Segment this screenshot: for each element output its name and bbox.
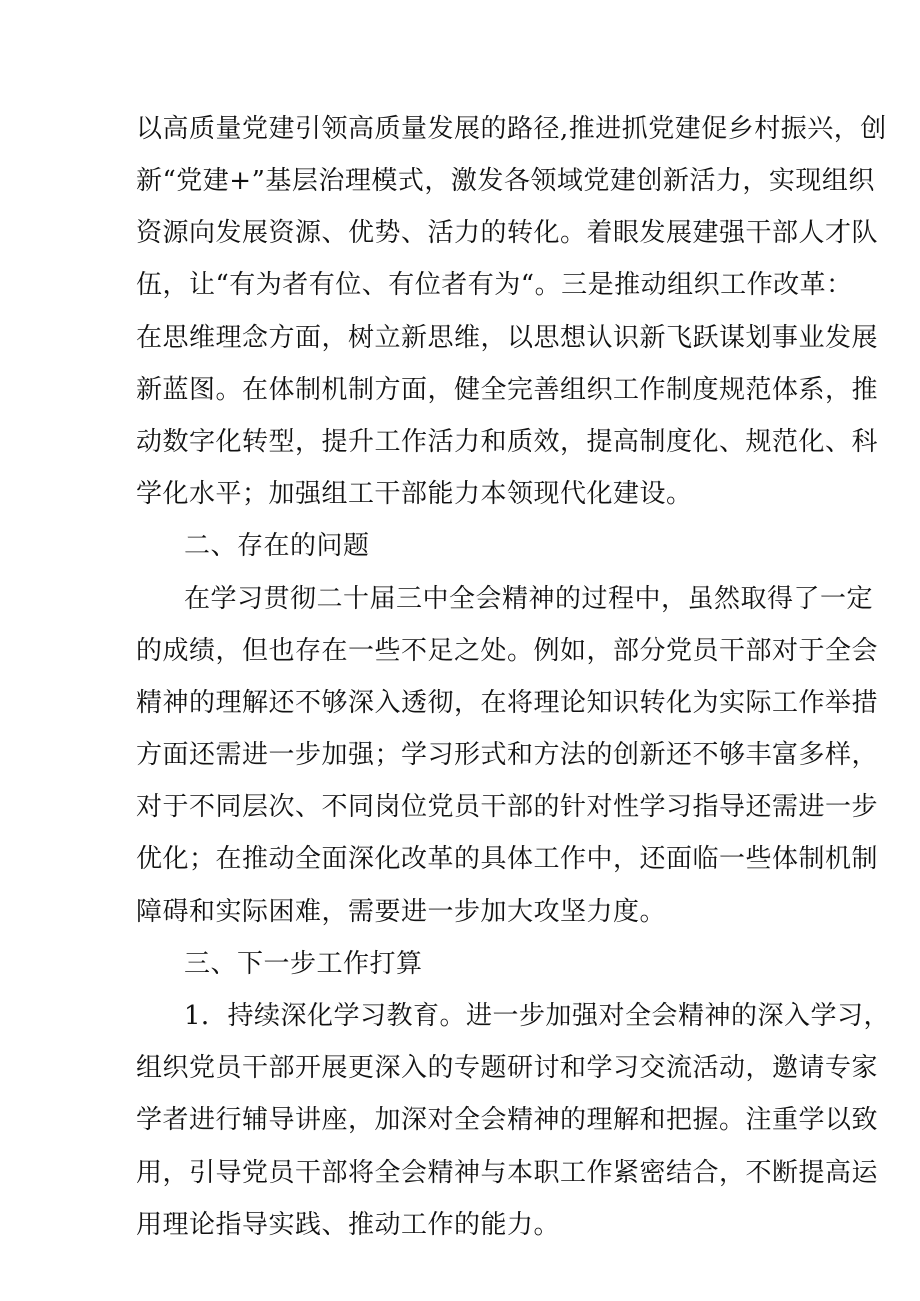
- text-line: 对于不同层次、不同岗位党员干部的针对性学习指导还需进一步: [136, 792, 879, 822]
- text-line: 组织党员干部开展更深入的专题研讨和学习交流活动，邀请专家: [136, 1053, 879, 1083]
- text-line: 优化；在推动全面深化改革的具体工作中，还面临一些体制机制: [136, 844, 879, 874]
- text-line: 资源向发展资源、优势、活力的转化。着眼发展建强干部人才队: [136, 218, 879, 248]
- text-line: 学者进行辅导讲座，加深对全会精神的理解和把握。注重学以致: [136, 1105, 879, 1135]
- section-heading-problems: 二、存在的问题: [184, 531, 370, 561]
- text-line: 精神的理解还不够深入透彻，在将理论知识转化为实际工作举措: [136, 688, 879, 718]
- section-heading-next-steps: 三、下一步工作打算: [184, 949, 423, 979]
- text-line: 1．持续深化学习教育。进一步加强对全会精神的深入学习，: [184, 1001, 891, 1031]
- text-line: 方面还需进一步加强；学习形式和方法的创新还不够丰富多样，: [136, 740, 879, 770]
- text-line: 以高质量党建引领高质量发展的路径,推进抓党建促乡村振兴，创: [136, 114, 887, 144]
- text-line: 学化水平；加强组工干部能力本领现代化建设。: [136, 479, 693, 509]
- text-line: 在思维理念方面，树立新思维，以思想认识新飞跃谋划事业发展: [136, 323, 879, 353]
- text-line: 用理论指导实践、推动工作的能力。: [136, 1210, 561, 1240]
- text-line: 动数字化转型，提升工作活力和质效，提高制度化、规范化、科: [136, 427, 879, 457]
- text-line: 用，引导党员干部将全会精神与本职工作紧密结合，不断提高运: [136, 1158, 879, 1188]
- text-line: 在学习贯彻二十届三中全会精神的过程中，虽然取得了一定: [184, 584, 874, 614]
- text-line: 新蓝图。在体制机制方面，健全完善组织工作制度规范体系，推: [136, 375, 879, 405]
- text-line: 新“党建+”基层治理模式，激发各领域党建创新活力，实现组织: [136, 166, 875, 196]
- text-line: 障碍和实际困难，需要进一步加大攻坚力度。: [136, 897, 667, 927]
- text-line: 伍，让“有为者有位、有位者有为“。三是推动组织工作改革：: [136, 270, 853, 300]
- text-line: 的成绩，但也存在一些不足之处。例如，部分党员干部对于全会: [136, 636, 879, 666]
